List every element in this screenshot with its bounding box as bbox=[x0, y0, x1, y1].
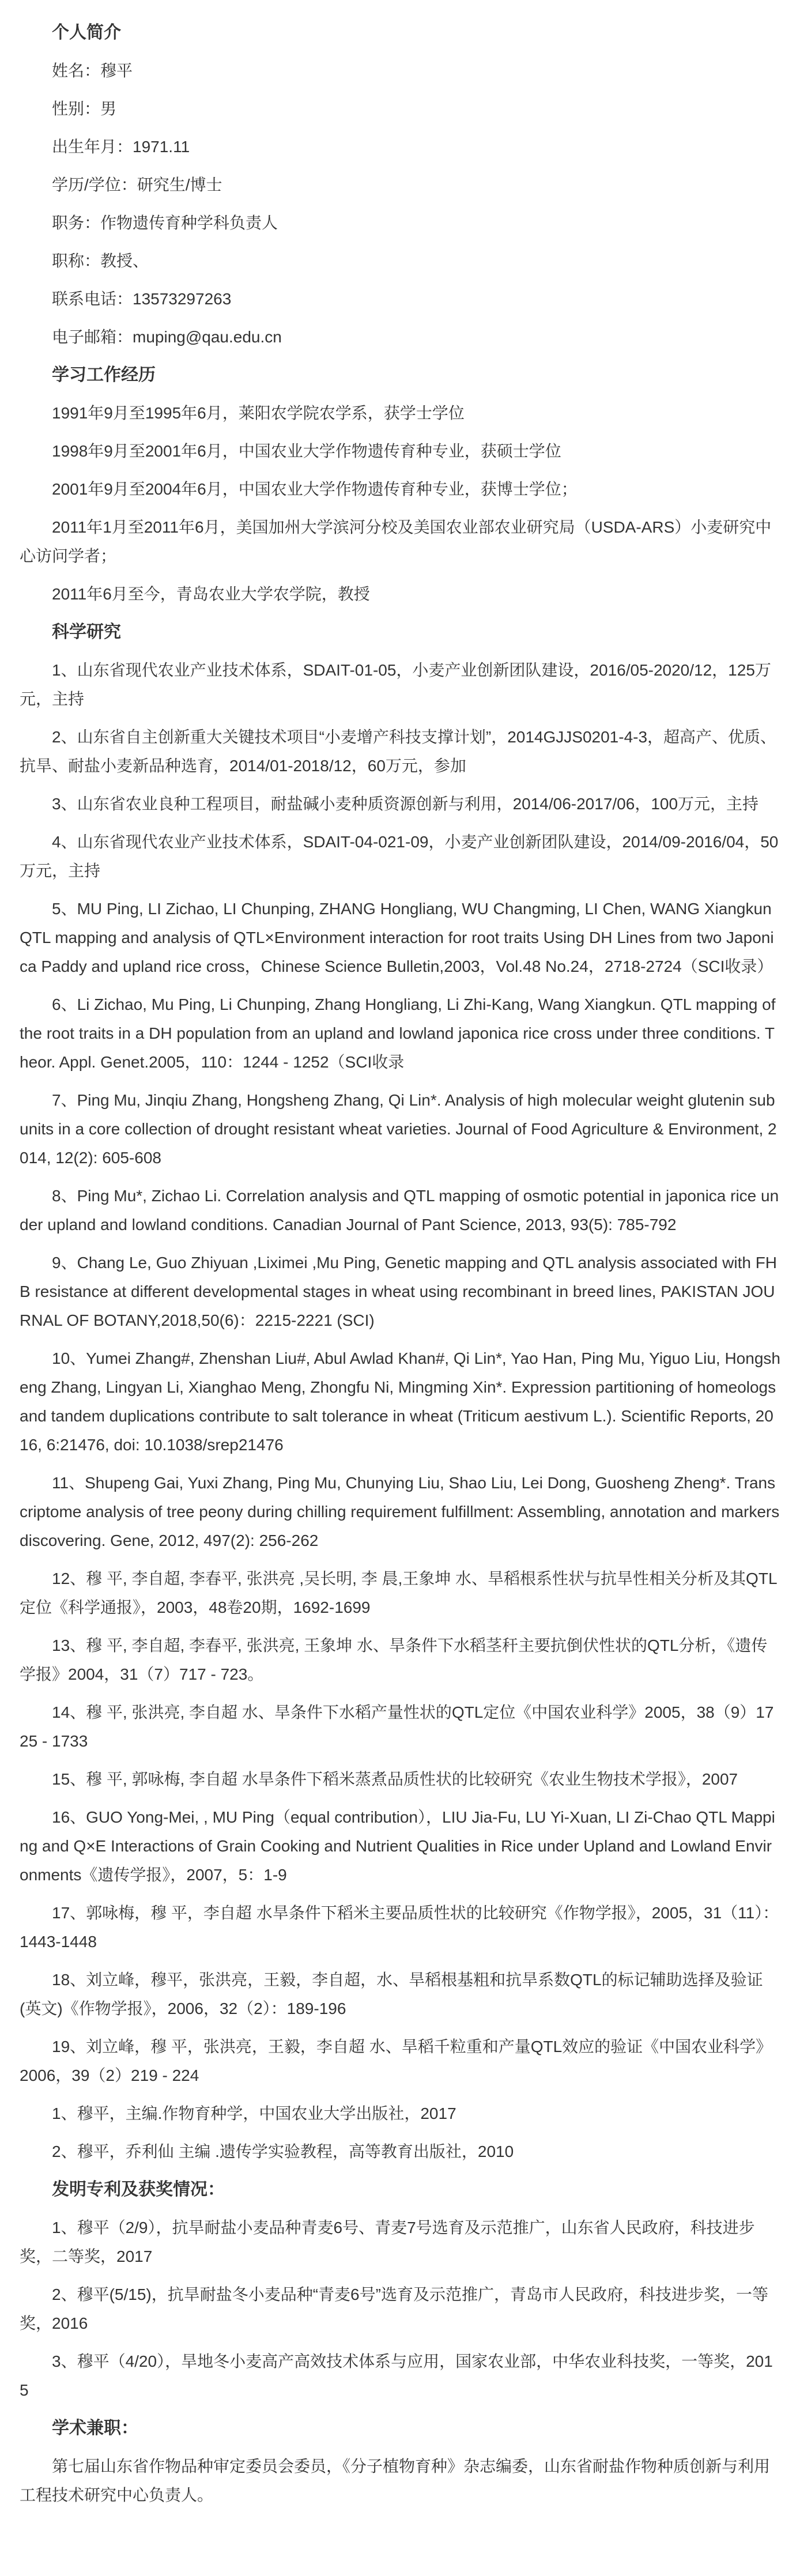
section-body-awards bbox=[20, 2213, 780, 2405]
research-item: 4、山东省现代农业产业技术体系，SDAIT-04-021-09，小麦产业创新团队建设，2014/09-2016/04，50万元，主持 bbox=[20, 833, 779, 880]
section-research bbox=[20, 618, 780, 2166]
profile-field: 性别：男 bbox=[52, 100, 117, 118]
award-item: 2、穆平(5/15)，抗旱耐盐冬小麦品种“青麦6号”选育及示范推广，青岛市人民政府，科技进步奖，一等奖，2016 bbox=[20, 2285, 768, 2332]
experience-item: 2001年9月至2004年6月，中国农业大学作物遗传育种专业，获博士学位； bbox=[52, 480, 578, 498]
research-item: 19、刘立峰，穆 平，张洪亮，王毅，李自超 水、旱稻千粒重和产量QTL效应的验证《中国农业科学》2006，39（2）219 - 224 bbox=[20, 2038, 772, 2084]
research-item: 1、山东省现代农业产业技术体系，SDAIT-01-05，小麦产业创新团队建设，2016/05-2020/12，125万元，主持 bbox=[20, 661, 771, 708]
award-item: 1、穆平（2/9），抗旱耐盐小麦品种青麦6号、青麦7号选育及示范推广，山东省人民政府，科技进步奖，二等奖，2017 bbox=[20, 2219, 755, 2265]
research-item: 15、穆 平, 郭咏梅, 李自超 水旱条件下稻米蒸煮品质性状的比较研究《农业生物技术学报》，2007 bbox=[52, 1770, 738, 1788]
profile-field: 职称：教授、 bbox=[52, 252, 149, 270]
research-item: 2、山东省自主创新重大关键技术项目“小麦增产科技支撑计划”，2014GJJS0201-4-3，超高产、优质、抗旱、耐盐小麦新品种选育，2014/01-2018/12，60万元，参加 bbox=[20, 728, 777, 775]
research-item: 16、GUO Yong-Mei, , MU Ping（equal contribution），LIU Jia-Fu, LU Yi-Xuan, LI Zi-Chao QTL Mapping and Q×E Interactions of Grain Cooking and Nutrient Qualities in Rice under Upland and Lowland Environments《遗传学报》，2007，5：1-9 bbox=[20, 1808, 775, 1884]
research-item: 6、Li Zichao, Mu Ping, Li Chunping, Zhang Hongliang, Li Zhi-Kang, Wang Xiangkun. QTL mapping of the root traits in a DH population from an upland and lowland japonica rice cross under three conditions. Theor. Appl. Genet.2005，110：1244 - 1252（SCI收录 bbox=[20, 995, 776, 1071]
section-heading-experience: 学习工作经历 bbox=[52, 365, 156, 384]
research-item: 17、郭咏梅，穆 平，李自超 水旱条件下稻米主要品质性状的比较研究《作物学报》，2005，31（11）：1443-1448 bbox=[20, 1904, 779, 1951]
research-item: 7、Ping Mu, Jinqiu Zhang, Hongsheng Zhang, Qi Lin*. Analysis of high molecular weight glutenin subunits in a core collection of drought resistant wheat varieties. Journal of Food Agriculture & Environment, 2014, 12(2): 605-608 bbox=[20, 1091, 777, 1167]
profile-field: 出生年月：1971.11 bbox=[52, 138, 190, 156]
research-item: 8、Ping Mu*, Zichao Li. Correlation analysis and QTL mapping of osmotic potential in japonica rice under upland and lowland conditions. Canadian Journal of Pant Science, 2013, 93(5): 785-792 bbox=[20, 1187, 779, 1234]
research-item: 1、穆平，主编.作物育种学，中国农业大学出版社，2017 bbox=[52, 2104, 456, 2122]
profile-field: 姓名：穆平 bbox=[52, 62, 133, 80]
research-item: 18、刘立峰，穆平，张洪亮，王毅，李自超，水、旱稻根基粗和抗旱系数QTL的标记辅助选择及验证(英文)《作物学报》，2006，32（2）：189-196 bbox=[20, 1971, 763, 2017]
section-body-profile bbox=[20, 56, 780, 352]
research-item: 3、山东省农业良种工程项目，耐盐碱小麦种质资源创新与利用，2014/06-2017/06，100万元，主持 bbox=[52, 795, 759, 813]
research-item: 13、穆 平, 李自超, 李春平, 张洪亮, 王象坤 水、旱条件下水稻茎秆主要抗倒伏性状的QTL分析，《遗传学报》2004，31（7）717 - 723。 bbox=[20, 1636, 768, 1683]
section-heading-research: 科学研究 bbox=[52, 623, 121, 642]
section-experience bbox=[20, 361, 780, 609]
section-heading-awards: 发明专利及获奖情况： bbox=[52, 2180, 225, 2199]
research-item: 2、穆平，乔利仙 主编 .遗传学实验教程，高等教育出版社，2010 bbox=[52, 2143, 514, 2160]
research-item: 10、Yumei Zhang#, Zhenshan Liu#, Abul Awlad Khan#, Qi Lin*, Yao Han, Ping Mu, Yiguo Liu, Hongsheng Zhang, Lingyan Li, Xianghao Meng, Zhongfu Ni, Mingming Xin*. Expression partitioning of homeologs and tandem duplications contribute to salt tolerance in wheat (Triticum aestivum L.). Scientific Reports, 2016, 6:21476, doi: 10.1038/srep21476 bbox=[20, 1349, 780, 1454]
section-body-research bbox=[20, 656, 780, 2166]
research-item: 11、Shupeng Gai, Yuxi Zhang, Ping Mu, Chunying Liu, Shao Liu, Lei Dong, Guosheng Zheng*. Transcriptome analysis of tree peony during chilling requirement fulfillment: Assembling, annotation and markers discovering. Gene, 2012, 497(2): 256-262 bbox=[20, 1474, 780, 1549]
section-heading-profile: 个人简介 bbox=[52, 23, 121, 42]
profile-field: 联系电话：13573297263 bbox=[52, 290, 232, 308]
profile-field: 电子邮箱：muping@qau.edu.cn bbox=[52, 328, 282, 346]
section-heading-positions: 学术兼职： bbox=[52, 2419, 138, 2438]
section-positions bbox=[20, 2414, 780, 2510]
research-item: 5、MU Ping, LI Zichao, LI Chunping, ZHANG Hongliang, WU Changming, LI Chen, WANG Xiangkun QTL mapping and analysis of QTL×Environment interaction for root traits Using DH Lines from two Japonica Paddy and upland rice cross，Chinese Science Bulletin,2003，Vol.48 No.24，2718-2724（SCI收录） bbox=[20, 900, 774, 975]
experience-item: 2011年6月至今，青岛农业大学农学院，教授 bbox=[52, 585, 370, 603]
section-body-positions bbox=[20, 2452, 780, 2510]
experience-item: 1991年9月至1995年6月，莱阳农学院农学系，获学士学位 bbox=[52, 404, 465, 422]
research-item: 14、穆 平, 张洪亮, 李自超 水、旱条件下水稻产量性状的QTL定位《中国农业科学》2005，38（9）1725 - 1733 bbox=[20, 1703, 774, 1750]
profile-field: 学历/学位：研究生/博士 bbox=[52, 176, 222, 194]
section-profile bbox=[20, 18, 780, 352]
experience-item: 2011年1月至2011年6月，美国加州大学滨河分校及美国农业部农业研究局（USDA-ARS）小麦研究中心访问学者； bbox=[20, 518, 772, 565]
experience-item: 1998年9月至2001年6月，中国农业大学作物遗传育种专业，获硕士学位 bbox=[52, 442, 561, 460]
profile-field: 职务：作物遗传育种学科负责人 bbox=[52, 214, 278, 232]
research-item: 12、穆 平, 李自超, 李春平, 张洪亮 ,吴长明, 李 晨,王象坤 水、旱稻根系性状与抗旱性相关分析及其QTL定位《科学通报》，2003，48卷20期，1692-1699 bbox=[20, 1570, 778, 1616]
section-body-experience bbox=[20, 399, 780, 609]
section-awards bbox=[20, 2175, 780, 2405]
position-text: 第七届山东省作物品种审定委员会委员，《分子植物育种》杂志编委，山东省耐盐作物种质创新与利用工程技术研究中心负责人。 bbox=[20, 2457, 771, 2504]
research-item: 9、Chang Le, Guo Zhiyuan ,Liximei ,Mu Ping, Genetic mapping and QTL analysis associated with FHB resistance at different developmental stages in wheat using recombinant in breed lines, PAKISTAN JOURNAL OF BOTANY,2018,50(6)：2215-2221 (SCI) bbox=[20, 1254, 778, 1329]
award-item: 3、穆平（4/20），旱地冬小麦高产高效技术体系与应用，国家农业部，中华农业科技奖，一等奖，2015 bbox=[20, 2352, 773, 2399]
